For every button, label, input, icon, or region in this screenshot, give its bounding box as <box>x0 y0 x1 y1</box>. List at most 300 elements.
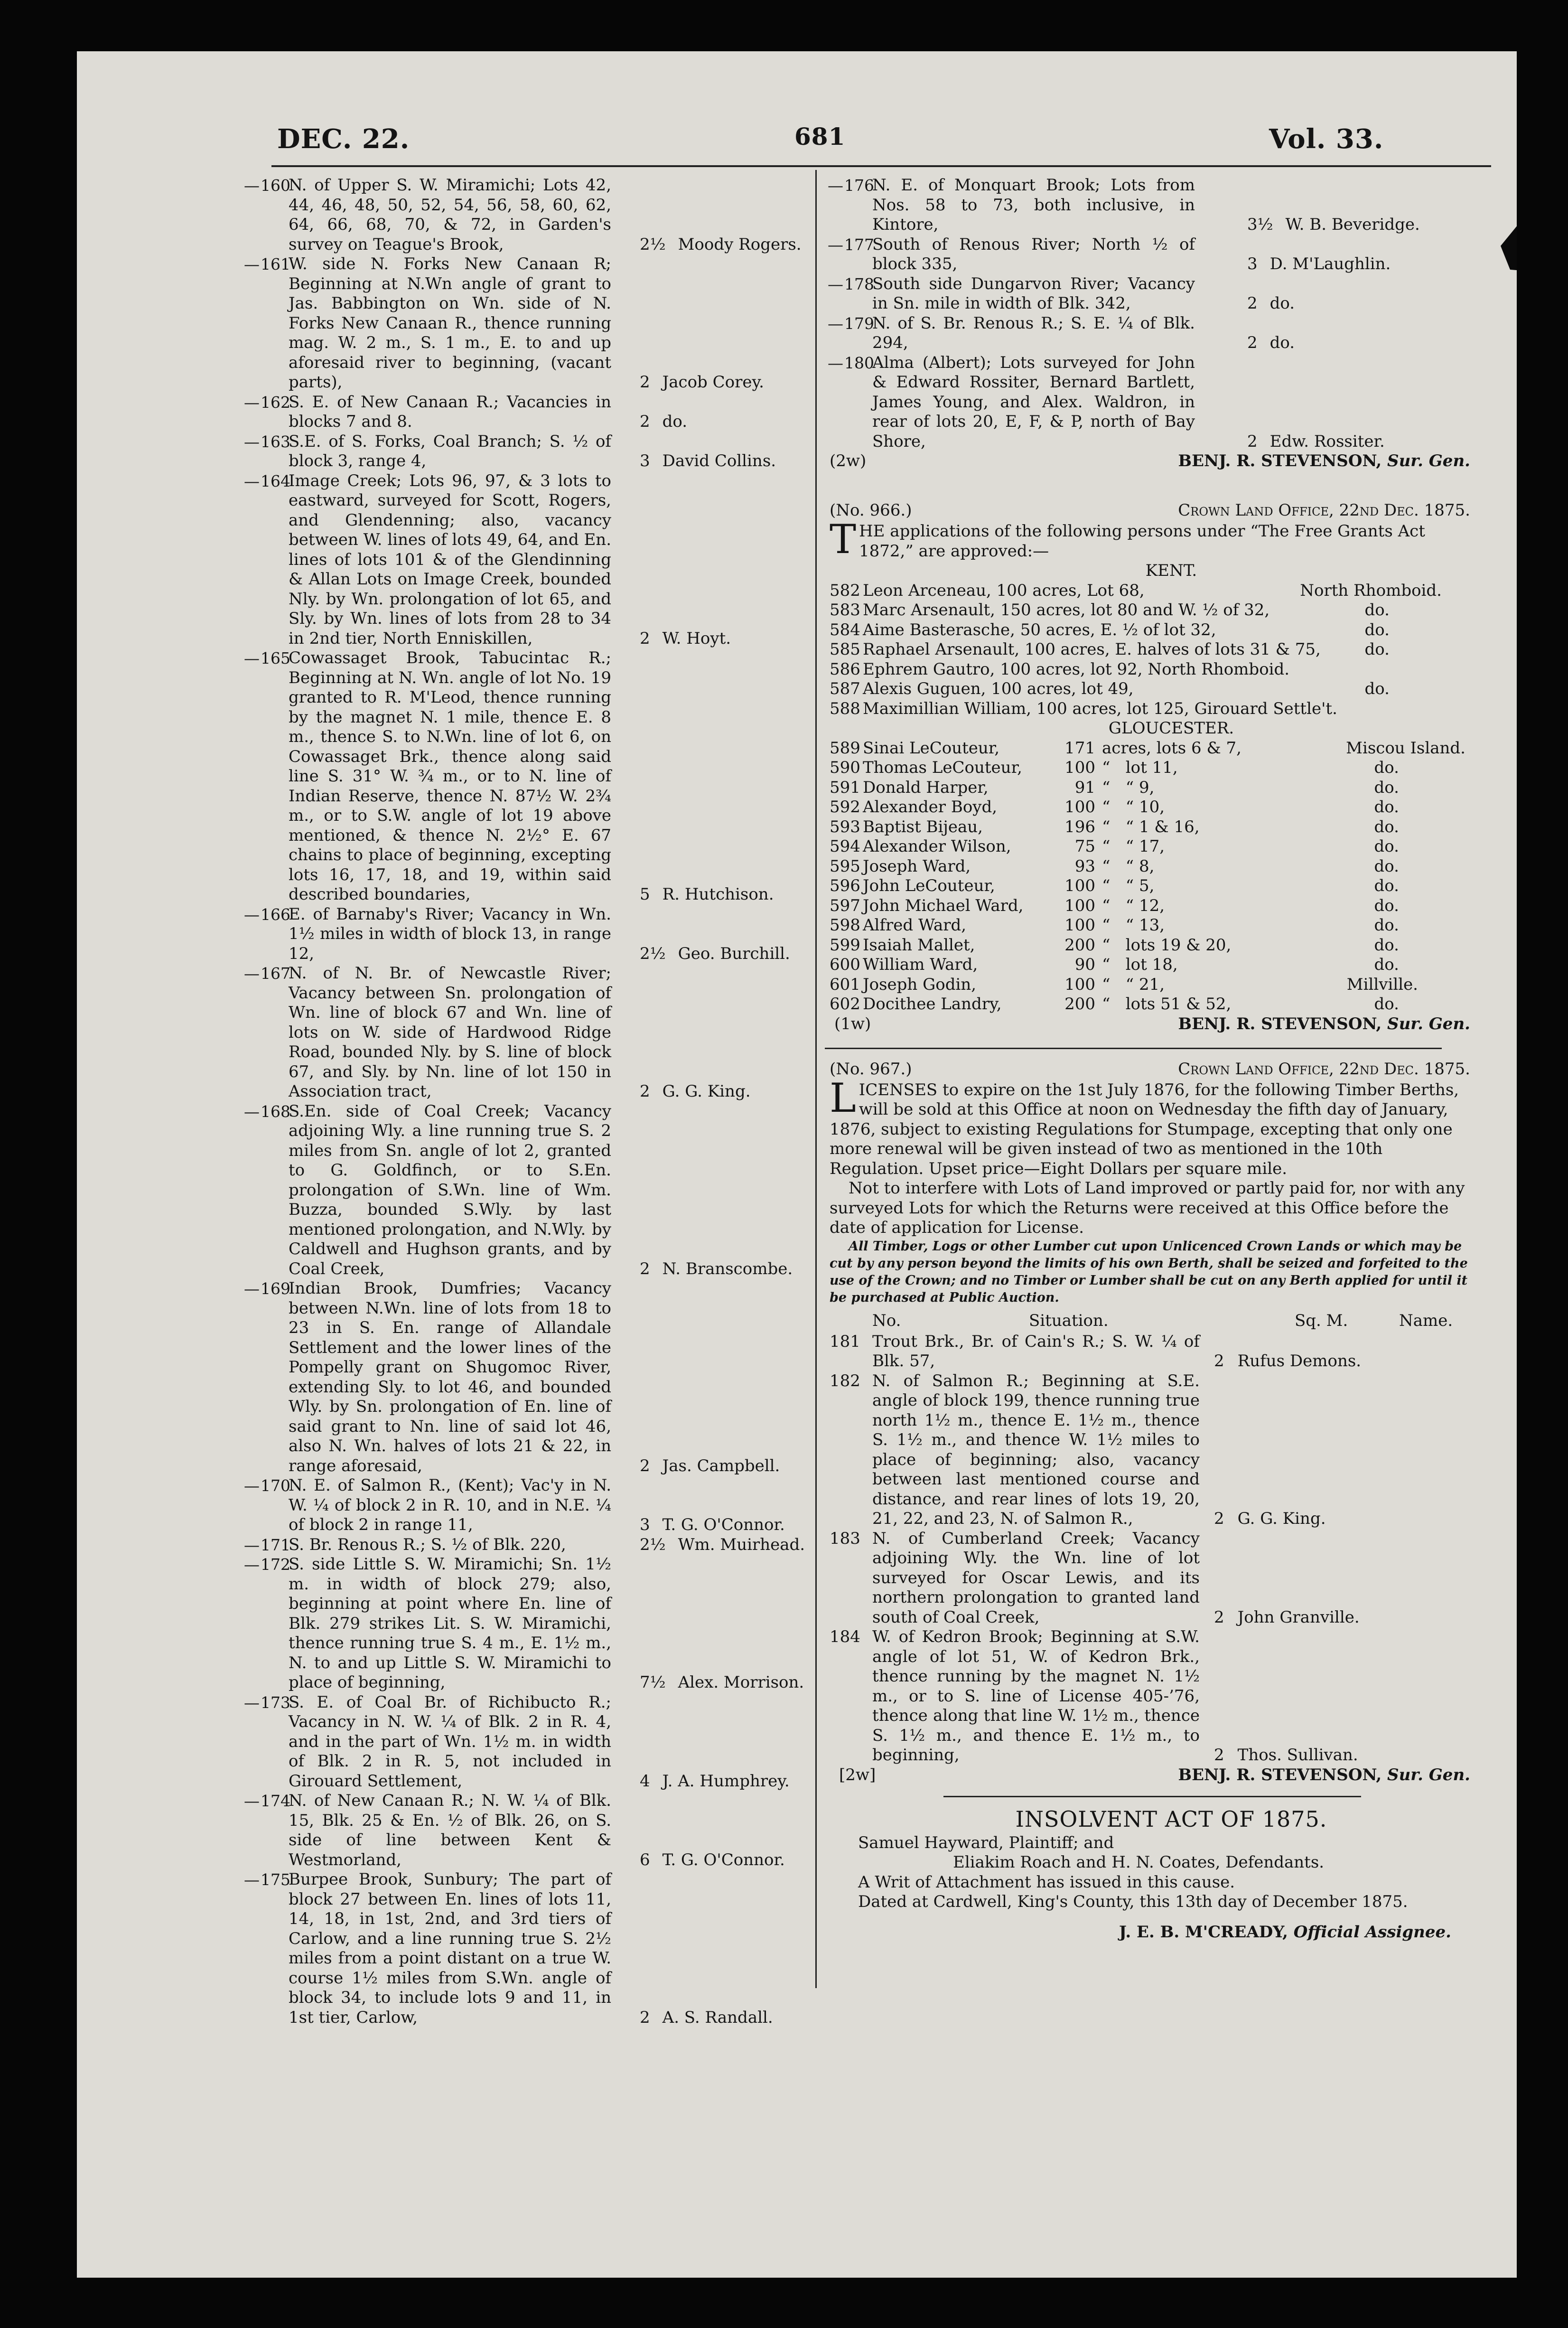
berth-row-182 <box>830 1371 1470 1529</box>
kent-number: 587 <box>830 679 860 698</box>
notice-967-number: (No. 967.) <box>830 1059 912 1079</box>
kent-row-582 <box>830 581 1470 601</box>
berth-number: 184 <box>830 1627 860 1646</box>
gloucester-list <box>830 739 1470 1014</box>
berth-sq: 2 <box>1214 1746 1224 1765</box>
entry-text: Burpee Brook, Sunbury; The part of block 27 between En. lines of lots 11, 14, 18, in 1st, 2nd, and 3rd tiers of Carlow, and a line running true S. 2½ miles from a point distant on a true W. course 1½ miles from S.Wn. angle of block 34, to include lots 9 and 11, in 1st tier, Carlow, <box>289 1870 616 2027</box>
entry-177 <box>844 235 1470 274</box>
entry-miles: 6 <box>640 1850 650 1869</box>
entry-grantee <box>640 1515 785 1535</box>
entry-text: E. of Barnaby's River; Vacancy in Wn. 1½ miles in width of block 13, in range 12, <box>289 904 616 963</box>
entry-number: — 180 <box>828 353 885 373</box>
entry-miles: 3 <box>1247 254 1258 273</box>
kent-number: 586 <box>830 659 860 679</box>
entry-name: Jacob Corey. <box>662 373 764 392</box>
kent-text: Leon Arceneau, 100 acres, Lot 68, <box>863 581 1145 600</box>
glou-acres: 90 <box>1074 955 1095 974</box>
entry-172 <box>261 1555 804 1693</box>
berth-grantee <box>1214 1746 1358 1765</box>
entry-165 <box>261 648 802 905</box>
glou-lot: “ “ 21, <box>1102 975 1165 994</box>
entry-number: — 175 <box>244 1870 301 1890</box>
entry-grantee <box>640 1535 805 1555</box>
entry-miles: 2 <box>640 2008 650 2027</box>
notice-966-intro <box>830 516 1470 563</box>
kent-list <box>830 581 1470 719</box>
entry-name: do. <box>1269 333 1295 352</box>
header-volume: Vol. 33. <box>1269 123 1384 155</box>
kent-heading: KENT. <box>1145 561 1197 580</box>
glou-lot: “ “ 13, <box>1102 916 1165 935</box>
entry-number: — 163 <box>244 432 301 452</box>
entry-name: N. Branscombe. <box>662 1259 793 1278</box>
notice-967 <box>830 1059 1470 1788</box>
glou-place: Millville. <box>1346 975 1418 994</box>
glou-place: do. <box>1374 798 1399 817</box>
glou-place: Miscou Island. <box>1346 738 1465 758</box>
entry-160 <box>261 176 802 254</box>
entry-163 <box>261 432 802 471</box>
kent-text: Raphael Arsenault, 100 acres, E. halves of lots 31 & 75, <box>863 640 1321 659</box>
entry-name: Alex. Morrison. <box>678 1673 804 1692</box>
berth-name: Thos. Sullivan. <box>1237 1746 1358 1765</box>
entry-number: — 171 <box>244 1535 301 1555</box>
entry-name: T. G. O'Connor. <box>662 1515 785 1534</box>
insolvent-line2: Eliakim Roach and H. N. Coates, Defendants. <box>953 1853 1325 1872</box>
glou-name: Joseph Ward, <box>863 856 971 876</box>
entry-miles: 2½ <box>640 235 666 254</box>
glou-number: 590 <box>830 758 860 777</box>
entry-miles: 2½ <box>640 1535 666 1554</box>
entry-grantee <box>640 1673 804 1693</box>
berth-grantee <box>1214 1608 1360 1628</box>
glou-name: William Ward, <box>863 955 978 974</box>
glou-lot: “ “ 8, <box>1102 856 1155 876</box>
kent-number: 583 <box>830 601 860 620</box>
entry-grantee <box>1247 294 1295 314</box>
kent-place: do. <box>1364 640 1390 659</box>
entry-name: Wm. Muirhead. <box>678 1535 805 1554</box>
entry-grantee <box>640 451 776 471</box>
header-date: DEC. 22. <box>277 123 410 155</box>
entry-number: — 168 <box>244 1102 301 1122</box>
entry-grantee <box>1247 254 1391 274</box>
glou-name: Alexander Wilson, <box>863 837 1011 856</box>
glou-name: Sinai LeCouteur, <box>863 738 1000 758</box>
notice-967-para3: All Timber, Logs or other Lumber cut upon Unlicenced Crown Lands or which may be cut by any person beyond the limits of his own Berth, shall be seized and forfeited to the use of the Crown; and no Timber or Lumber shall be cut on any Berth applied for until it be purchased at Public Auction. <box>830 1239 1468 1305</box>
entry-grantee <box>640 629 731 649</box>
entry-text: Image Creek; Lots 96, 97, & 3 lots to eastward, surveyed for Scott, Rogers, and Glendenning; also, vacancy between W. lines of lots 49, 64, and En. lines of lots 101 & of the Glendinning & Allan Lots on Image Creek, bounded Nly. by Wn. prolongation of lot 65, and Sly. by Wn. lines of lots from 28 to 34 in 2nd tier, North Enniskillen, <box>289 471 616 648</box>
col-no: No. <box>872 1311 901 1330</box>
left-column <box>261 176 805 2028</box>
entry-miles: 2 <box>1247 294 1258 313</box>
notice-966-signature: BENJ. R. STEVENSON, <box>1178 1014 1382 1033</box>
kent-place: do. <box>1364 620 1390 639</box>
insolvent-notice <box>858 1805 1470 1943</box>
glou-number: 592 <box>830 798 860 817</box>
berth-text: N. of Cumberland Creek; Vacancy adjoining Wly. the Wn. line of lot surveyed for Oscar Lewis, and its northern prolongation to granted land south of Coal Creek, <box>872 1529 1200 1627</box>
glou-place: do. <box>1374 916 1399 935</box>
kent-place: North Rhomboid. <box>1300 581 1442 600</box>
berth-row-181 <box>830 1332 1470 1371</box>
entry-169 <box>261 1279 802 1476</box>
entry-grantee <box>640 2008 773 2028</box>
gloucester-row-591 <box>830 778 1470 798</box>
glou-number: 600 <box>830 955 860 974</box>
gloucester-row-597 <box>830 896 1470 916</box>
entry-text: South side Dungarvon River; Vacancy in Sn. mile in width of Blk. 342, <box>872 274 1200 313</box>
glou-place: do. <box>1374 876 1399 895</box>
kent-row-586 <box>830 660 1470 680</box>
glou-place: do. <box>1374 778 1399 797</box>
entry-miles: 2 <box>640 629 650 648</box>
entry-180 <box>844 353 1470 452</box>
glou-lot: “ lots 51 & 52, <box>1102 995 1232 1014</box>
entry-miles: 2 <box>640 412 650 431</box>
entry-name: Moody Rogers. <box>678 235 802 254</box>
gloucester-row-594 <box>830 837 1470 857</box>
entry-grantee <box>640 373 764 393</box>
dropcap-l: L <box>830 1074 856 1121</box>
entry-name: A. S. Randall. <box>662 2008 773 2027</box>
kent-row-588 <box>830 699 1470 719</box>
entry-name: David Collins. <box>662 451 776 470</box>
entry-name: Edw. Rossiter. <box>1269 432 1385 451</box>
header-rule <box>271 165 1491 167</box>
glou-acres: 100 <box>1064 916 1095 935</box>
entry-miles: 3½ <box>1247 215 1273 234</box>
insolvent-line1: Samuel Hayward, Plaintiff; and <box>858 1833 1114 1852</box>
entry-173 <box>261 1692 802 1792</box>
signoff-1-tag: (2w) <box>830 451 867 470</box>
entry-176 <box>844 176 1470 235</box>
insolvent-heading: INSOLVENT ACT OF 1875. <box>1015 1806 1327 1832</box>
entry-miles: 2 <box>1247 432 1258 451</box>
entry-name: Jas. Campbell. <box>662 1456 780 1475</box>
glou-acres: 75 <box>1074 837 1095 856</box>
glou-lot: “ “ 12, <box>1102 896 1165 915</box>
entry-number: — 161 <box>244 254 301 274</box>
col-name: Name. <box>1399 1311 1453 1330</box>
entry-grantee <box>640 885 774 905</box>
entry-number: — 164 <box>244 471 301 491</box>
glou-number: 596 <box>830 876 860 895</box>
entry-171 <box>261 1535 805 1555</box>
glou-number: 594 <box>830 837 860 856</box>
kent-text: Ephrem Gautro, 100 acres, lot 92, North Rhomboid. <box>863 659 1290 679</box>
gloucester-row-599 <box>830 936 1470 956</box>
glou-number: 601 <box>830 975 860 994</box>
entry-name: J. A. Humphrey. <box>662 1771 790 1791</box>
entry-number: — 169 <box>244 1279 301 1299</box>
kent-row-584 <box>830 620 1470 640</box>
insolvent-writ: A Writ of Attachment has issued in this cause. <box>858 1872 1235 1892</box>
glou-acres: 100 <box>1064 798 1095 817</box>
kent-text: Aime Basterasche, 50 acres, E. ½ of lot 32, <box>863 620 1216 639</box>
gloucester-row-595 <box>830 857 1470 877</box>
glou-name: Joseph Godin, <box>863 975 977 994</box>
gloucester-heading: GLOUCESTER. <box>1108 719 1234 738</box>
entry-number: — 160 <box>244 176 301 196</box>
berth-number: 182 <box>830 1371 860 1390</box>
entry-miles: 2 <box>1247 333 1258 352</box>
berth-text: Trout Brk., Br. of Cain's R.; S. W. ¼ of Blk. 57, <box>872 1332 1200 1371</box>
glou-lot: “ “ 10, <box>1102 798 1165 817</box>
glou-number: 599 <box>830 935 860 955</box>
entry-166 <box>261 904 802 964</box>
entry-167 <box>261 964 802 1102</box>
entry-name: R. Hutchison. <box>662 885 774 904</box>
entry-179 <box>844 313 1470 353</box>
notice-966-intro-text: HE applications of the following persons under “The Free Grants Act 1872,” are approved:— <box>859 522 1425 561</box>
entry-number: — 179 <box>828 314 885 334</box>
glou-acres: 200 <box>1064 995 1095 1014</box>
berth-name: John Granville. <box>1237 1607 1360 1627</box>
glou-name: John LeCouteur, <box>863 876 995 895</box>
glou-number: 593 <box>830 817 860 836</box>
glou-acres: 100 <box>1064 896 1095 915</box>
col-situation: Situation. <box>1029 1311 1109 1330</box>
glou-name: Thomas LeCouteur, <box>863 758 1022 777</box>
kent-text: Marc Arsenault, 150 acres, lot 80 and W. ½ of 32, <box>863 601 1270 620</box>
notice-967-office: Crown Land Office, 22nd Dec. 1875. <box>1178 1059 1470 1079</box>
signoff-1 <box>830 451 1470 472</box>
kent-row-585 <box>830 640 1470 660</box>
entry-grantee <box>1247 432 1385 452</box>
glou-lot: “ lot 11, <box>1102 758 1178 777</box>
glou-name: Isaiah Mallet, <box>863 935 975 955</box>
entry-168 <box>261 1101 802 1279</box>
berth-sq: 2 <box>1214 1352 1224 1371</box>
glou-number: 591 <box>830 778 860 797</box>
glou-name: Docithee Landry, <box>863 995 1002 1014</box>
entry-text: W. side N. Forks New Canaan R; Beginning at N.Wn angle of grant to Jas. Babbington on Wn. side of N. Forks New Canaan R., thence running mag. W. 2 m., S. 1 m., E. to and up aforesaid river to beginning, (vacant parts), <box>289 254 616 392</box>
entry-miles: 5 <box>640 885 650 904</box>
glou-place: do. <box>1374 856 1399 876</box>
berth-name: Rufus Demons. <box>1237 1352 1362 1371</box>
glou-lot: “ “ 9, <box>1102 778 1155 797</box>
col-sq-m: Sq. M. <box>1295 1311 1348 1330</box>
entry-161 <box>261 254 802 393</box>
gloucester-row-600 <box>830 955 1470 975</box>
entry-grantee <box>640 1082 751 1102</box>
glou-name: Donald Harper, <box>863 778 989 797</box>
signoff-1-signature: BENJ. R. STEVENSON, <box>1178 451 1382 470</box>
glou-lot: “ “ 1 & 16, <box>1102 817 1200 836</box>
entry-text: N. of Upper S. W. Miramichi; Lots 42, 44, 46, 48, 50, 52, 54, 56, 58, 60, 62, 64, 66, 68, 70, & 72, in Garden's survey on Teague's Brook, <box>289 176 616 254</box>
entry-name: W. B. Beveridge. <box>1285 215 1420 234</box>
glou-name: Baptist Bijeau, <box>863 817 983 836</box>
entry-text: N. E. of Salmon R., (Kent); Vac'y in N. W. ¼ of block 2 in R. 10, and in N.E. ¼ of block 2 in range 11, <box>289 1476 616 1534</box>
berth-text: N. of Salmon R.; Beginning at S.E. angle of block 199, thence running true north 1½ m., thence E. 1½ m., thence S. 1½ m., and thence W. 1½ miles to place of beginning; also, vacancy between last mentioned course and distance, and rear lines of lots 19, 20, 21, 22, and 23, N. of Salmon R., <box>872 1371 1200 1528</box>
entry-grantee <box>640 235 802 255</box>
entry-number: — 176 <box>828 176 885 196</box>
notice-967-intro-text: ICENSES to expire on the 1st July 1876, for the following Timber Berths, will be sold at this Office at noon on Wednesday the fifth day of January, 1876, subject to existing Regulations for Stumpage, excepting that only one more renewal will be given instead of two as mentioned in the 10th Regulation. Upset price—Eight Dollars per square mile. <box>830 1080 1459 1178</box>
berth-grantee <box>1214 1509 1326 1529</box>
entry-number: — 165 <box>244 648 301 668</box>
entry-178 <box>844 274 1470 314</box>
notice-967-tag: [2w] <box>839 1765 876 1784</box>
notice-966-title: Sur. Gen. <box>1387 1014 1470 1033</box>
dropcap-t: T <box>830 516 857 563</box>
entry-name: do. <box>1269 294 1295 313</box>
entry-name: G. G. King. <box>662 1082 751 1101</box>
entry-text: N. E. of Monquart Brook; Lots from Nos. 58 to 73, both inclusive, in Kintore, <box>872 176 1200 234</box>
entry-grantee <box>640 1259 793 1279</box>
entry-text: S.E. of S. Forks, Coal Branch; S. ½ of block 3, range 4, <box>289 432 616 470</box>
glou-lot: “ lots 19 & 20, <box>1102 935 1232 955</box>
entry-text: Indian Brook, Dumfries; Vacancy between N.Wn. line of lots from 18 to 23 in S. En. range of Allandale Settlement and the lower lines of the Pompelly grant on Shugomoc River, extending Sly. to lot 46, and bounded Wly. by Sn. prolongation of En. line of said grant to Nn. line of said lot 46, also N. Wn. halves of lots 21 & 22, in range aforesaid, <box>289 1279 616 1475</box>
kent-text: Alexis Guguen, 100 acres, lot 49, <box>863 679 1134 698</box>
glou-acres: 171 <box>1064 738 1095 758</box>
entry-grantee <box>640 1772 790 1792</box>
kent-number: 585 <box>830 640 860 659</box>
glou-acres: 200 <box>1064 935 1095 955</box>
berth-number: 181 <box>830 1332 860 1351</box>
entry-grantee <box>640 1456 780 1476</box>
right-top-entries <box>844 176 1470 451</box>
entry-number: — 173 <box>244 1693 301 1713</box>
glou-number: 602 <box>830 995 860 1014</box>
berth-number: 183 <box>830 1529 860 1548</box>
entry-miles: 4 <box>640 1771 650 1791</box>
glou-number: 595 <box>830 856 860 876</box>
kent-number: 582 <box>830 581 860 600</box>
entry-text: S. Br. Renous R.; S. ½ of Blk. 220, <box>289 1535 566 1554</box>
entry-text: South of Renous River; North ½ of block 335, <box>872 235 1200 273</box>
glou-lot: “ “ 5, <box>1102 876 1155 895</box>
glou-lot: acres, lots 6 & 7, <box>1102 738 1241 758</box>
glou-name: John Michael Ward, <box>863 896 1024 915</box>
glou-acres: 93 <box>1074 856 1095 876</box>
entry-number: — 174 <box>244 1791 301 1811</box>
berth-sq: 2 <box>1214 1607 1224 1627</box>
glou-place: do. <box>1374 955 1399 974</box>
entry-grantee <box>640 944 790 964</box>
entry-name: D. M'Laughlin. <box>1269 254 1391 273</box>
glou-place: do. <box>1374 896 1399 915</box>
entry-number: — 162 <box>244 393 301 413</box>
notice-967-title: Sur. Gen. <box>1387 1765 1470 1784</box>
glou-acres: 100 <box>1064 975 1095 994</box>
entry-number: — 177 <box>828 235 885 255</box>
entry-name: W. Hoyt. <box>662 629 731 648</box>
berth-name: G. G. King. <box>1237 1509 1326 1528</box>
gazette-page <box>77 51 1517 2278</box>
entry-text: N. of New Canaan R.; N. W. ¼ of Blk. 15, Blk. 25 & En. ½ of Blk. 26, on S. side of line between Kent & Westmorland, <box>289 1791 616 1869</box>
entry-grantee <box>640 1850 785 1870</box>
notice-rule <box>825 1048 1442 1049</box>
kent-number: 588 <box>830 699 860 718</box>
kent-row-587 <box>830 679 1470 699</box>
entry-miles: 3 <box>640 451 650 470</box>
gloucester-row-590 <box>830 758 1470 778</box>
entry-text: N. of S. Br. Renous R.; S. E. ¼ of Blk. 294, <box>872 313 1200 352</box>
gloucester-row-598 <box>830 916 1470 936</box>
berth-sq: 2 <box>1214 1509 1224 1528</box>
insolvent-rule <box>943 1796 1361 1797</box>
column-divider <box>815 170 817 1988</box>
notice-966-office: Crown Land Office, 22nd Dec. 1875. <box>1178 501 1470 520</box>
entry-name: T. G. O'Connor. <box>662 1850 785 1869</box>
entry-grantee <box>1247 215 1420 235</box>
header-page-number: 681 <box>794 122 846 150</box>
entry-number: — 170 <box>244 1476 301 1496</box>
glou-acres: 100 <box>1064 758 1095 777</box>
glou-number: 598 <box>830 916 860 935</box>
glou-name: Alfred Ward, <box>863 916 967 935</box>
entry-grantee <box>640 412 687 432</box>
glou-place: do. <box>1374 837 1399 856</box>
glou-acres: 196 <box>1064 817 1095 836</box>
notice-967-para2: Not to interfere with Lots of Land improved or partly paid for, nor with any surveyed Lots for which the Returns were received at this Office before the date of application for License. <box>830 1179 1465 1237</box>
entry-name: Geo. Burchill. <box>678 944 790 963</box>
berth-row-184 <box>830 1627 1470 1765</box>
entry-text: S. E. of Coal Br. of Richibucto R.; Vacancy in N. W. ¼ of Blk. 2 in R. 4, and in the part of Wn. 1½ m. in width of Blk. 2 in R. 5, not included in Girouard Settlement, <box>289 1692 616 1791</box>
entry-grantee <box>1247 333 1295 353</box>
notice-966-number: (No. 966.) <box>830 501 912 520</box>
berth-row-183 <box>830 1529 1470 1628</box>
notice-966-tag: (1w) <box>834 1014 871 1033</box>
insolvent-dated: Dated at Cardwell, King's County, this 13th day of December 1875. <box>858 1892 1408 1911</box>
kent-number: 584 <box>830 620 860 639</box>
gloucester-row-592 <box>830 798 1470 817</box>
entry-miles: 2½ <box>640 944 666 963</box>
entry-miles: 2 <box>640 1456 650 1475</box>
glou-acres: 91 <box>1074 778 1095 797</box>
gloucester-row-602 <box>830 995 1470 1014</box>
glou-place: do. <box>1374 935 1399 955</box>
right-column <box>830 176 1470 1942</box>
entry-miles: 2 <box>640 373 650 392</box>
notice-966 <box>830 501 1470 1037</box>
entry-text: S. E. of New Canaan R.; Vacancies in blocks 7 and 8. <box>289 392 616 431</box>
gloucester-row-589 <box>830 739 1470 759</box>
entry-miles: 2 <box>640 1082 650 1101</box>
entry-number: — 166 <box>244 905 301 925</box>
kent-row-583 <box>830 601 1470 620</box>
kent-text: Maximillian William, 100 acres, lot 125, Girouard Settle't. <box>863 699 1337 718</box>
page-corner-tab-icon <box>1496 217 1517 274</box>
insolvent-signature: J. E. B. M'CREADY, <box>1119 1922 1288 1942</box>
entry-175 <box>261 1870 802 2028</box>
berth-table-header <box>830 1311 1470 1332</box>
notice-967-intro <box>830 1074 1470 1179</box>
notice-967-signature: BENJ. R. STEVENSON, <box>1178 1765 1382 1784</box>
entry-text: S.En. side of Coal Creek; Vacancy adjoining Wly. a line running true S. 2 miles from Sn. angle of lot 2, granted to G. Goldfinch, or to S.En. prolongation of S.Wn. line of Wm. Buzza, bounded S.Wly. by last mentioned prolongation, and N.Wly. by Caldwell and Hughson grants, and by Coal Creek, <box>289 1101 616 1278</box>
glou-number: 589 <box>830 738 860 758</box>
entry-name: do. <box>662 412 688 431</box>
kent-place: do. <box>1364 679 1390 698</box>
signoff-1-title: Sur. Gen. <box>1387 451 1470 470</box>
glou-place: do. <box>1374 817 1399 836</box>
glou-acres: 100 <box>1064 876 1095 895</box>
glou-lot: “ lot 18, <box>1102 955 1178 974</box>
entry-miles: 3 <box>640 1515 650 1534</box>
entry-number: — 172 <box>244 1555 301 1575</box>
glou-name: Alexander Boyd, <box>863 798 998 817</box>
entry-170 <box>261 1476 802 1535</box>
berth-grantee <box>1214 1352 1361 1371</box>
insolvent-title: Official Assignee. <box>1293 1922 1451 1942</box>
entry-174 <box>261 1791 802 1870</box>
glou-number: 597 <box>830 896 860 915</box>
gloucester-row-593 <box>830 817 1470 837</box>
entry-text: S. side Little S. W. Miramichi; Sn. 1½ m. in width of block 279; also, beginning at point where En. line of Blk. 279 strikes Lit. S. W. Miramichi, thence running true S. 4 m., E. 1½ m., N. to and up Little S. W. Miramichi to place of beginning, <box>289 1555 616 1692</box>
entry-text: N. of N. Br. of Newcastle River; Vacancy between Sn. prolongation of Wn. line of block 67 and Wn. line of lots on W. side of Hardwood Ridge Road, bounded Nly. by S. line of block 67, and Sly. by Nn. line of lot 150 in Association tract, <box>289 964 616 1101</box>
entry-miles: 7½ <box>640 1673 666 1692</box>
gloucester-row-601 <box>830 975 1470 995</box>
